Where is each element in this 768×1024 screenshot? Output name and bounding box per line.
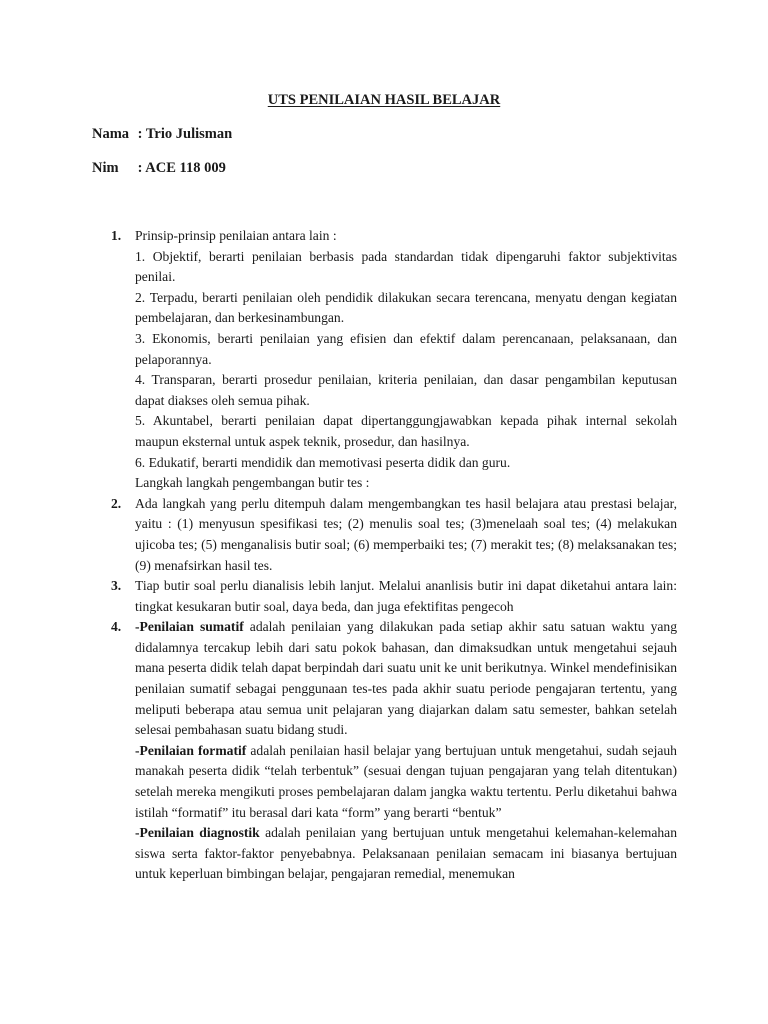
- item-number: 3.: [111, 578, 122, 594]
- item-1-outro: Langkah langkah pengembangan butir tes :: [135, 475, 370, 491]
- nama-value: : Trio Julisman: [137, 126, 233, 142]
- item-number: 4.: [111, 619, 122, 635]
- answer-item-1: [111, 226, 677, 494]
- answer-item-3: [111, 576, 677, 617]
- principle-point: 6. Edukatif, berarti mendidik dan memotivasi peserta didik dan guru.: [135, 454, 511, 470]
- item-3-text: Tiap butir soal perlu dianalisis lebih lanjut. Melalui ananlisis butir ini dapat diketahui antara lain: tingkat kesukaran butir soal, daya beda, dan juga efektifitas pengecoh: [135, 578, 677, 614]
- answer-item-4: [111, 617, 677, 885]
- nim-value: : ACE 118 009: [137, 160, 226, 176]
- answer-list: [111, 226, 677, 885]
- assessment-description: adalah penilaian hasil belajar yang bertujuan untuk mengetahui, sudah sejauh manakah peserta didik “telah terbentuk” (sesuai dengan tujuan pengajaran yang telah ditentukan) setelah mereka mengikuti proses pembelajaran dalam jangka waktu tertentu. Perlu diketahui bahwa istilah “formatif” itu berasal dari kata “form” yang berarti “bentuk”: [135, 742, 677, 820]
- assessment-term: -Penilaian formatif: [135, 742, 247, 758]
- answer-item-2: [111, 494, 677, 576]
- item-1-intro: Prinsip-prinsip penilaian antara lain :: [135, 228, 337, 243]
- assessment-paragraph: [135, 741, 677, 823]
- nim-row: [92, 160, 226, 177]
- principle-point: 3. Ekonomis, berarti penilaian yang efisien dan efektif dalam perencanaan, pelaksanaan, dan pelaporannya.: [135, 330, 677, 367]
- assessment-description: adalah penilaian yang dilakukan pada setiap akhir satu satuan waktu yang didalamnya tercakup lebih dari satu pokok bahasan, dan dimaksudkan untuk mengetahui sejauh mana peserta didik telah dapat berpindah dari suatu unit ke unit berikutnya. Winkel mendefinisikan penilaian sumatif sebagai penggunaan tes-tes pada akhir suatu periode pengajaran tertentu, yang meliputi beberapa atau semua unit pelajaran yang diajarkan dalam satu semester, bahkan setelah selesai pembahasan suatu bidang studi.: [135, 619, 677, 738]
- principle-point: 1. Objektif, berarti penilaian berbasis pada standardan tidak dipengaruhi faktor subjektivitas penilai.: [135, 248, 677, 285]
- assessment-paragraph: [135, 823, 677, 885]
- item-number: 2.: [111, 495, 122, 511]
- assessment-term: -Penilaian sumatif: [135, 619, 244, 635]
- nama-row: [92, 126, 232, 143]
- item-2-text: Ada langkah yang perlu ditempuh dalam mengembangkan tes hasil belajara atau prestasi belajar, yaitu : (1) menyusun spesifikasi tes; (2) menulis soal tes; (3)menelaah soal tes; (4) melakukan ujicoba tes; (5) menganalisis butir soal; (6) memperbaiki tes; (7) merakit tes; (8) melaksanakan tes; (9) menafsirkan hasil tes.: [135, 495, 677, 573]
- principle-point: 4. Transparan, berarti prosedur penilaian, kriteria penilaian, dan dasar pengambilan keputusan dapat diakses oleh semua pihak.: [135, 372, 677, 408]
- assessment-description: adalah penilaian yang bertujuan untuk mengetahui kelemahan-kelemahan siswa serta faktor-faktor penyebabnya. Pelaksanaan penilaian semacam ini biasanya bertujuan untuk keperluan bimbingan belajar, pengajaran remedial, menemukan: [135, 825, 677, 882]
- item-number: 1.: [111, 228, 122, 243]
- document-title: UTS PENILAIAN HASIL BELAJAR: [267, 92, 501, 108]
- principle-point: 2. Terpadu, berarti penilaian oleh pendidik dilakukan secara terencana, menyatu dengan kegiatan pembelajaran, dan berkesinambungan.: [135, 289, 677, 326]
- assessment-paragraph: [135, 617, 677, 741]
- assessment-term: -Penilaian diagnostik: [135, 825, 260, 841]
- nim-label: Nim: [92, 160, 119, 176]
- nama-label: Nama: [92, 126, 130, 142]
- principle-point: 5. Akuntabel, berarti penilaian dapat dipertanggungjawabkan kepada pihak internal sekolah maupun eksternal untuk aspek teknik, prosedur, dan hasilnya.: [135, 413, 677, 449]
